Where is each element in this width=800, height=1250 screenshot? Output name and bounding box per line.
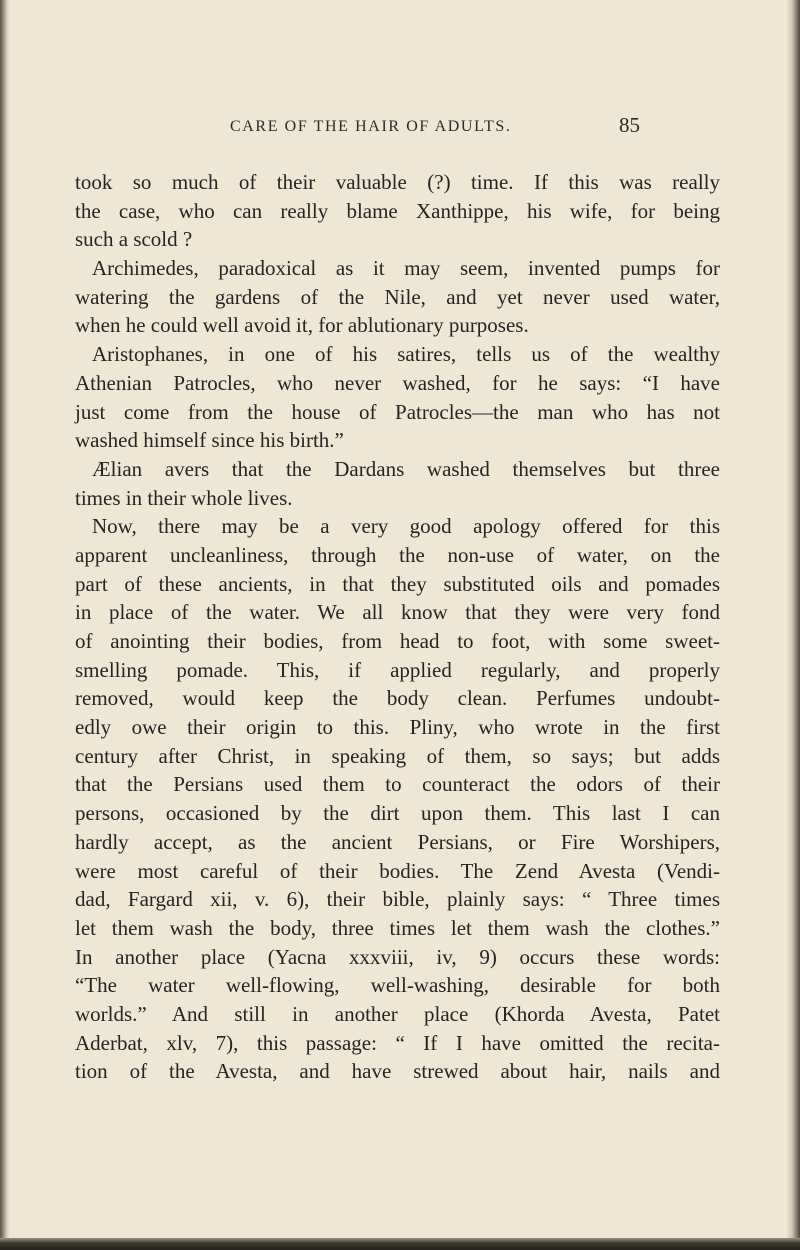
text-line: just come from the house of Patrocles—the man who has not (75, 399, 720, 424)
text-line: Archimedes, paradoxical as it may seem, invented pumps for (92, 256, 720, 281)
text-line: in place of the water. We all know that they were very fond (75, 600, 720, 625)
text-line: dad, Fargard xii, v. 6), their bible, plainly says: “ Three times (75, 887, 720, 912)
body-text (75, 168, 720, 1086)
text-line: washed himself since his birth.” (75, 428, 344, 453)
text-line: Athenian Patrocles, who never washed, for he says: “I have (75, 370, 720, 395)
text-line: “The water well-flowing, well-washing, desirable for both (75, 973, 720, 998)
text-line: times in their whole lives. (75, 485, 293, 510)
text-line: Ælian avers that the Dardans washed themselves but three (92, 456, 720, 481)
text-line: Now, there may be a very good apology offered for this (92, 514, 720, 539)
text-line: that the Persians used them to counteract the odors of their (75, 772, 720, 797)
text-line: hardly accept, as the ancient Persians, or Fire Worshipers, (75, 829, 720, 854)
text-line: worlds.” And still in another place (Khorda Avesta, Patet (75, 1001, 720, 1026)
running-head: CARE OF THE HAIR OF ADULTS. (230, 118, 512, 135)
page-header (0, 113, 800, 144)
text-line: part of these ancients, in that they substituted oils and pomades (75, 571, 720, 596)
text-line: watering the gardens of the Nile, and yet never used water, (75, 284, 720, 309)
text-line: edly owe their origin to this. Pliny, who wrote in the first (75, 715, 720, 740)
page-bottom-edge (0, 1238, 800, 1250)
text-line: apparent uncleanliness, through the non-use of water, on the (75, 542, 720, 567)
text-line: Aristophanes, in one of his satires, tells us of the wealthy (92, 342, 720, 367)
text-line: were most careful of their bodies. The Zend Avesta (Vendi- (75, 858, 720, 883)
text-line: Aderbat, xlv, 7), this passage: “ If I have omitted the recita- (75, 1030, 720, 1055)
page-right-edge (786, 0, 800, 1250)
page-number: 85 (619, 113, 640, 137)
page-left-edge (0, 0, 10, 1250)
text-line: persons, occasioned by the dirt upon them. This last I can (75, 801, 720, 826)
text-line: smelling pomade. This, if applied regularly, and properly (75, 657, 720, 682)
text-line: of anointing their bodies, from head to foot, with some sweet- (75, 629, 720, 653)
text-line: let them wash the body, three times let them wash the clothes.” (75, 915, 720, 940)
text-line: tion of the Avesta, and have strewed about hair, nails and (75, 1059, 720, 1084)
text-line: took so much of their valuable (?) time. If this was really (75, 170, 720, 194)
text-line: century after Christ, in speaking of them, so says; but adds (75, 743, 720, 768)
text-line: the case, who can really blame Xanthippe, his wife, for being (75, 198, 720, 223)
text-line: removed, would keep the body clean. Perfumes undoubt- (75, 686, 720, 711)
text-line: In another place (Yacna xxxviii, iv, 9) occurs these words: (75, 944, 720, 969)
text-line: when he could well avoid it, for ablutionary purposes. (75, 313, 529, 338)
text-line: such a scold ? (75, 227, 193, 252)
